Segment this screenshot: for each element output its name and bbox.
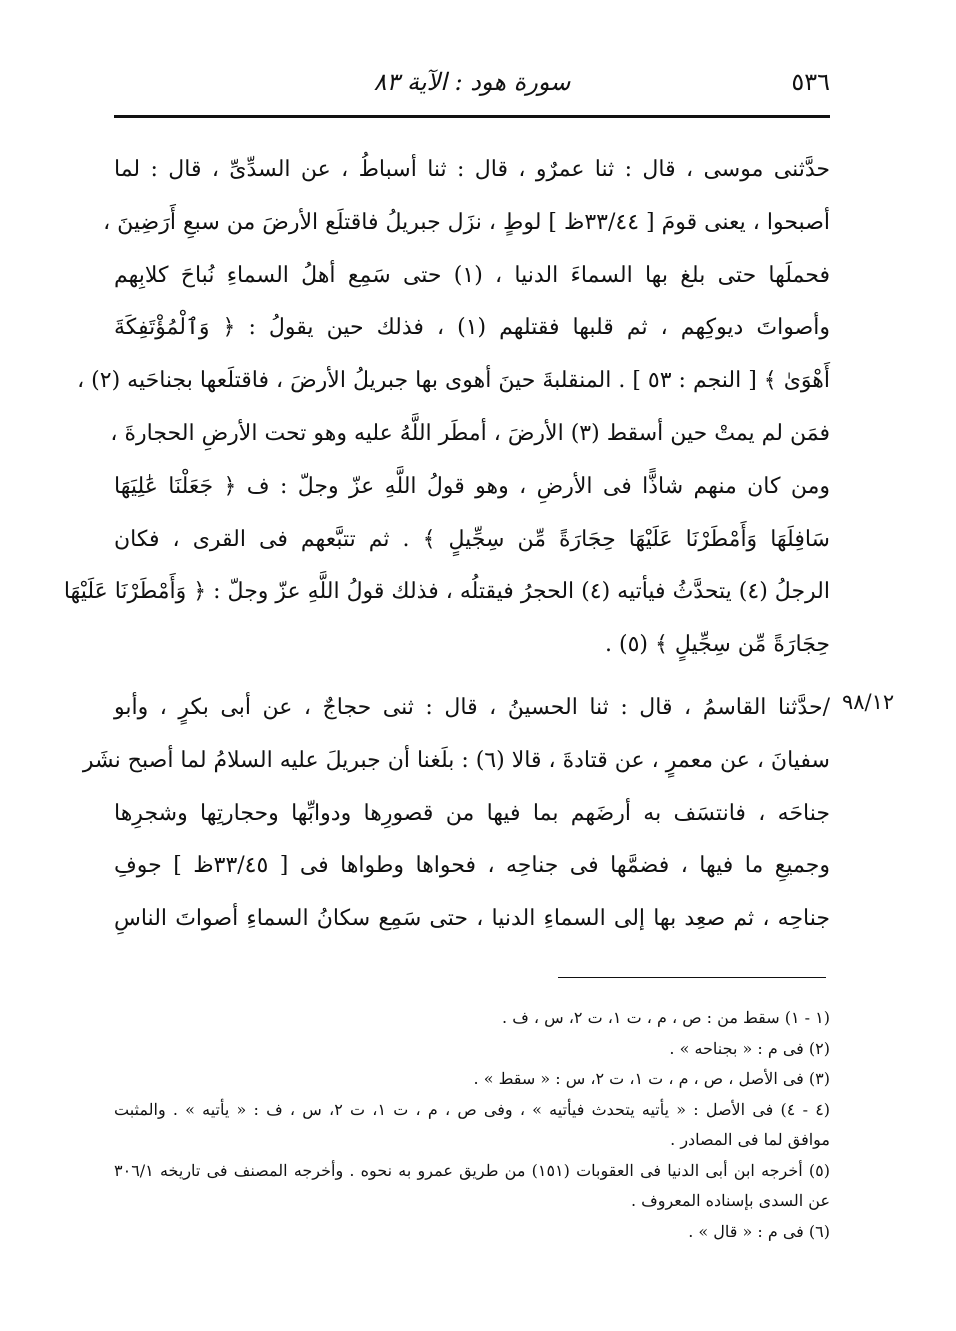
page-number: ٥٣٦ (791, 68, 830, 96)
text-line: أصبحوا ، يعنى قومَ [ ٣٣/٤٤ظ ] لوطٍ ، نزَل جبريلُ فاقتلَع الأرضَ من سبعِ أَرَضِينَ ، (103, 209, 830, 235)
text-line: ومن كان منهم شاذًّا فى الأرضِ ، وهو قولُ اللَّهِ عزّ وجلّ : ف ﴿ جَعَلْنَا عَٰلِيَهَا (114, 473, 830, 499)
paragraph-2 (82, 682, 830, 946)
footnote: (٢) فى م : « بجناحه » . (669, 1038, 830, 1058)
text-line: جناحَه ، فانتسَف به أرضَهم بما فيها من قصورِها ودوابِّها وحجارتِها وشجرِها (114, 800, 830, 826)
footnotes (114, 1003, 830, 1247)
text-line: وجميعِ ما فيها ، فضمَّها فى جناحِه ، فحواها وطواها فى [ ٣٣/٤٥ظ ] جوفِ (114, 853, 830, 879)
margin-reference: ٩٨/١٢ (842, 690, 895, 714)
footnote: (٤ - ٤) فى الأصل : « يأتيه يتحدث فيأتيه » ، وفى ص ، م ، ت ١، ت ٢، س ، ف : « يأتيه » . والمثبت (114, 1099, 831, 1119)
footnote: (١ - ١) سقط من : ص ، م ، ت ١، ت ٢، س ، ف . (502, 1008, 830, 1027)
footnote: (٣) فى الأصل ، ص ، م ، ت ١، ت ٢، س : « سقط » . (473, 1069, 830, 1088)
footnote: (٥) أخرجه ابن أبى الدنيا فى العقوبات (١٥١) من طريق عمرو به نحوه . وأخرجه المصنف فى تاريخه ٣٠٦/١ (114, 1160, 830, 1180)
header-rule (114, 115, 830, 118)
text-line: فحملَها حتى بلغ بها السماءَ الدنيا ، (١) حتى سَمِع أهلُ السماءِ نُباحَ كلابِهم (114, 262, 830, 288)
text-line: حِجَارَةً مِّن سِجِّيلٍ ﴾ (٥) . (605, 632, 830, 658)
text-line: سفيانَ ، عن معمرٍ ، عن قتادةَ ، قالا (٦) : بلَغنا أن جبريلَ عليه السلامُ لما أصبح نشَر (82, 747, 830, 773)
footnote-rule (558, 977, 826, 978)
text-line: سَافِلَهَا وَأَمْطَرْنَا عَلَيْهَا حِجَارَةً مِّن سِجِّيلٍ ﴾ . ثم تتبَّعهم فى القرى ، فكان (114, 526, 830, 552)
running-header (114, 60, 830, 108)
text-line: الرجلُ (٤) يتحدَّثُ فيأتيه (٤) الحجرُ فيقتلُه ، فذلك قولُ اللَّهِ عزّ وجلّ : ﴿ وَأَمْطَرْنَا عَلَيْهَا (63, 579, 830, 605)
text-line: فمَن لم يمتْ حين أسقط (٣) الأرضَ ، أمطَر اللَّهُ عليه وهو تحت الأرضِ الحجارةَ ، (110, 420, 830, 446)
footnote: (٦) فى م : « قال » . (688, 1221, 830, 1241)
footnote-continuation: عن السدى بإسناده المعروف . (630, 1191, 830, 1210)
text-line: /حدَّثنا القاسمُ ، قال : ثنا الحسينُ ، قال : ثنى حجاجٌ ، عن أبى بكرٍ ، وأبو (114, 695, 830, 720)
paragraph-1 (63, 144, 830, 672)
running-title: سورة هود : الآية ٨٣ (373, 68, 571, 96)
footnote-continuation: موافق لما فى المصادر . (670, 1130, 830, 1149)
text-line: حدَّثنى موسى ، قال : ثنا عمرٌو ، قال : ثنا أسباطُ ، عن السدِّىِّ ، قال : لما (114, 157, 830, 182)
text-line: جناحِه ، ثم صعِد بها إلى السماءِ الدنيا ، حتى سَمِع سكانُ السماءِ أصواتَ الناسِ (114, 906, 830, 932)
text-line: وأصواتَ ديوكِهم ، ثم قلبها فقتلهم (١) ، فذلك حين يقولُ : ﴿ وَٱلْمُؤْتَفِكَةَ (114, 315, 830, 341)
text-line: أَهْوَىٰ ﴾ [ النجم : ٥٣ ] . المنقلبةَ حينَ أهوى بها جبريلُ الأرضَ ، فاقتلَعها بجناحَيه (٢) ، (77, 368, 830, 394)
